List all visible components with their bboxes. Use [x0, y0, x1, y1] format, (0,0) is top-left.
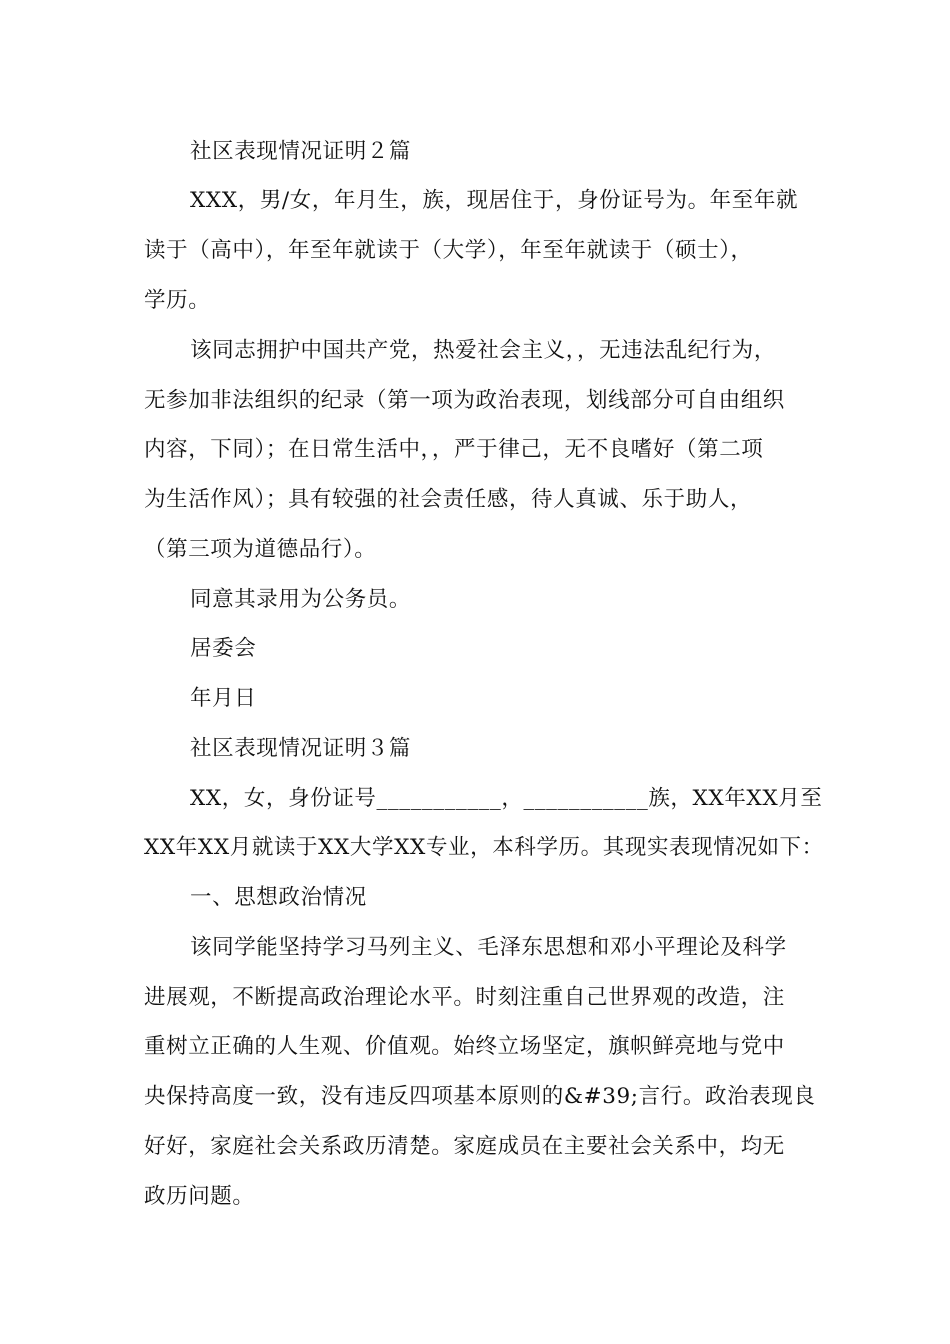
paragraph-line: 重树立正确的人生观、价值观。始终立场坚定，旗帜鲜亮地与党中: [144, 1034, 785, 1059]
paragraph-line: 学历。: [144, 288, 211, 313]
paragraph-line: 央保持高度一致，没有违反四项基本原则的&#39;言行。政治表现良: [144, 1084, 816, 1109]
paragraph-line: XX年XX月就读于XX大学XX专业，本科学历。其现实表现情况如下：: [144, 835, 824, 860]
paragraph-line: 为生活作风）；具有较强的社会责任感，待人真诚、乐于助人，: [144, 487, 753, 512]
paragraph-line: 该同学能坚持学习马列主义、毛泽东思想和邓小平理论及科学: [190, 935, 787, 960]
paragraph-line: 进展观，不断提高政治理论水平。时刻注重自己世界观的改造，注: [144, 985, 785, 1010]
paragraph-line: 无参加非法组织的纪录（第一项为政治表现，划线部分可自由组织: [144, 388, 785, 413]
paragraph-line: 该同志拥护中国共产党，热爱社会主义，，无违法乱纪行为，: [190, 338, 776, 363]
paragraph-line: 好好，家庭社会关系政历清楚。家庭成员在主要社会关系中，均无: [144, 1134, 785, 1159]
heading-certificate-3: 社区表现情况证明３篇: [190, 736, 412, 761]
paragraph-line: 读于（高中），年至年就读于（大学），年至年就读于（硕士），: [144, 238, 753, 263]
paragraph-line: XX，女，身份证号___________，___________族，XX年XX月至: [190, 786, 823, 811]
paragraph-line: （第三项为道德品行）。: [144, 537, 377, 562]
section-heading: 一、思想政治情况: [190, 885, 367, 910]
paragraph-line: XXX，男/女，年月生，族，现居住于，身份证号为。年至年就: [190, 188, 799, 213]
paragraph-line: 同意其录用为公务员。: [190, 587, 412, 612]
paragraph-line: 政历问题。: [144, 1184, 255, 1209]
paragraph-line: 内容，下同）；在日常生活中，，严于律己，无不良嗜好（第二项: [144, 437, 764, 462]
signature-date: 年月日: [190, 686, 257, 711]
heading-certificate-2: 社区表现情况证明２篇: [190, 139, 412, 164]
signature-committee: 居委会: [190, 636, 257, 661]
